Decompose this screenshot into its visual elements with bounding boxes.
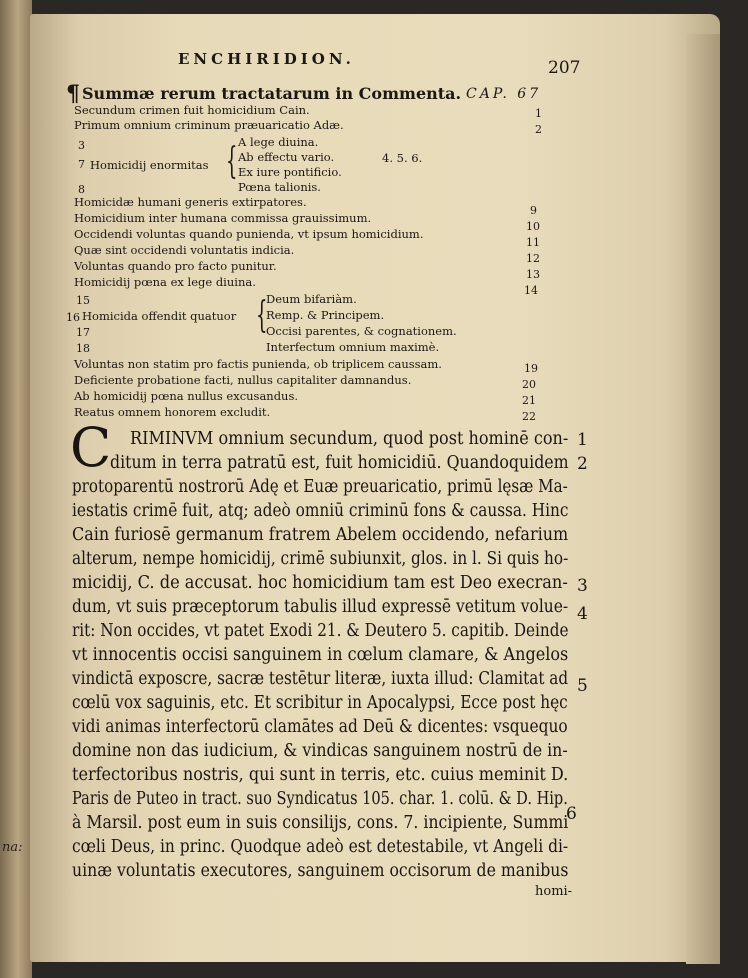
body-line: cœli Deus, in princ. Quodque adeò est detestabile, vt Angeli di-	[72, 837, 569, 857]
summary-line: Homicidæ humani generis extirpatores.	[74, 195, 307, 209]
body-line: iestatis crimē fuit, atq; adeò omniū criminū fons & caussa. Hinc	[72, 501, 569, 521]
summary-number: 14	[524, 284, 538, 297]
body-line: domine non das iudicium, & vindicas sanguinem nostrū de in-	[72, 741, 568, 761]
summary-number: 19	[524, 362, 538, 375]
summary-number: 8	[78, 183, 85, 196]
summary-number: 1	[535, 107, 542, 120]
body-line: vindictā exposcre, sacræ testētur literæ, iuxta illud: Clamitat ad	[72, 669, 569, 689]
summary-number: 7	[78, 158, 85, 171]
summary-number: 22	[522, 410, 536, 423]
summary-subitem: Occisi parentes, & cognationem.	[266, 324, 457, 338]
summary-line: Ab homicidij pœna nullus excusandus.	[74, 389, 299, 403]
summary-number: 10	[526, 220, 540, 233]
body-line: RIMINVM omnium secundum, quod post hominē con-	[130, 429, 569, 449]
summary-subitem: Ex iure pontificio.	[238, 165, 342, 179]
facing-page-fragment: na:	[2, 840, 23, 855]
body-line: micidij, C. de accusat. hoc homicidium tam est Deo execran-	[72, 573, 568, 593]
body-line: vidi animas interfectorū clamātes ad Deū & dicentes: vsquequo	[72, 717, 568, 737]
margin-number: 6	[566, 804, 577, 824]
facing-page-edge	[0, 0, 32, 978]
summary-number: 2	[535, 123, 542, 136]
summary-number: 16	[66, 311, 80, 324]
summary-subitem: Ab effectu vario.	[238, 150, 335, 164]
body-line: à Marsil. post eum in suis consilijs, cons. 7. incipiente, Summi	[72, 813, 569, 833]
body-line: uinæ voluntatis executores, sanguinem occisorum de manibus	[72, 861, 569, 881]
body-line: Paris de Puteo in tract. suo Syndicatus 105. char. 1. colū. & D. Hip.	[72, 789, 568, 809]
margin-number: 1	[577, 430, 588, 450]
body-line: protoparentū nostrorū Adę et Euæ preuaricatio, primū lęsæ Ma-	[72, 477, 568, 497]
summary-line: Deficiente probatione facti, nullus capitaliter damnandus.	[74, 373, 412, 387]
pilcrow-icon: ¶	[66, 81, 80, 107]
summary-subitem: Remp. & Principem.	[266, 308, 385, 322]
body-line: cœlū vox saguinis, etc. Et scribitur in Apocalypsi, Ecce post hęc	[72, 693, 568, 713]
summary-subitem: Pœna talionis.	[238, 180, 321, 194]
summary-number: 15	[76, 294, 90, 307]
summary-number: 9	[530, 204, 537, 217]
summary-subitem: Interfectum omnium maximè.	[266, 340, 440, 354]
summary-number: 12	[526, 252, 540, 265]
summary-subitem: Deum bifariàm.	[266, 292, 357, 306]
summary-line: Homicidij pœna ex lege diuina.	[74, 275, 256, 289]
running-head: ENCHIRIDION.	[178, 50, 355, 68]
summary-line: Quæ sint occidendi voluntatis indicia.	[74, 243, 295, 257]
summary-number: 21	[522, 394, 536, 407]
summary-subitem: A lege diuina.	[238, 135, 319, 149]
body-line: vt innocentis occisi sanguinem in cœlum clamare, & Angelos	[72, 645, 569, 665]
summary-number: 3	[78, 139, 85, 152]
page-number: 207	[548, 58, 581, 78]
margin-number: 4	[577, 604, 588, 624]
summary-line: Reatus omnem honorem excludit.	[74, 405, 271, 419]
catchword: homi-	[535, 884, 573, 899]
summary-number: 18	[76, 342, 90, 355]
brace-icon: {	[226, 141, 238, 182]
summary-number: 13	[526, 268, 540, 281]
drop-capital: C	[70, 416, 112, 479]
summary-group-label: Homicida offendit quatuor	[82, 309, 237, 323]
summary-number: 17	[76, 326, 90, 339]
body-line: rit: Non occides, vt patet Exodi 21. & Deutero 5. capitib. Deinde	[72, 621, 569, 641]
summary-line: Secundum crimen fuit homicidium Cain.	[74, 103, 310, 117]
margin-number: 2	[577, 454, 588, 474]
body-line: Cain furiosē germanum fratrem Abelem occidendo, nefarium	[72, 525, 569, 545]
summary-line: Homicidium inter humana commissa grauissimum.	[74, 211, 372, 225]
page-edge-stack	[686, 34, 720, 964]
body-line: terfectoribus nostris, qui sunt in terris, etc. cuius meminit D.	[72, 765, 569, 785]
brace-icon: {	[256, 295, 268, 336]
body-line: dum, vt suis præceptorum tabulis illud expressē vetitum volue-	[72, 597, 569, 617]
chapter-label: CAP. 67	[466, 86, 542, 102]
summary-line: Voluntas quando pro facto punitur.	[74, 259, 277, 273]
margin-number: 5	[577, 676, 588, 696]
body-line: ditum in terra patratū est, fuit homicidiū. Quandoquidem	[110, 453, 569, 473]
summary-number: 11	[526, 236, 540, 249]
body-line: alterum, nempe homicidij, crimē subiunxit, glos. in l. Si quis ho-	[72, 549, 569, 569]
summary-group-label: Homicidij enormitas	[90, 158, 209, 172]
margin-number: 3	[577, 576, 588, 596]
summary-title: ¶ Summæ rerum tractatarum in Commenta.	[66, 81, 462, 107]
summary-line: Voluntas non statim pro factis punienda, ob triplicem caussam.	[74, 357, 442, 371]
summary-line: Primum omnium criminum præuaricatio Adæ.	[74, 118, 344, 132]
summary-number: 20	[522, 378, 536, 391]
summary-side-numbers: 4. 5. 6.	[382, 151, 423, 165]
summary-line: Occidendi voluntas quando punienda, vt ipsum homicidium.	[74, 227, 424, 241]
